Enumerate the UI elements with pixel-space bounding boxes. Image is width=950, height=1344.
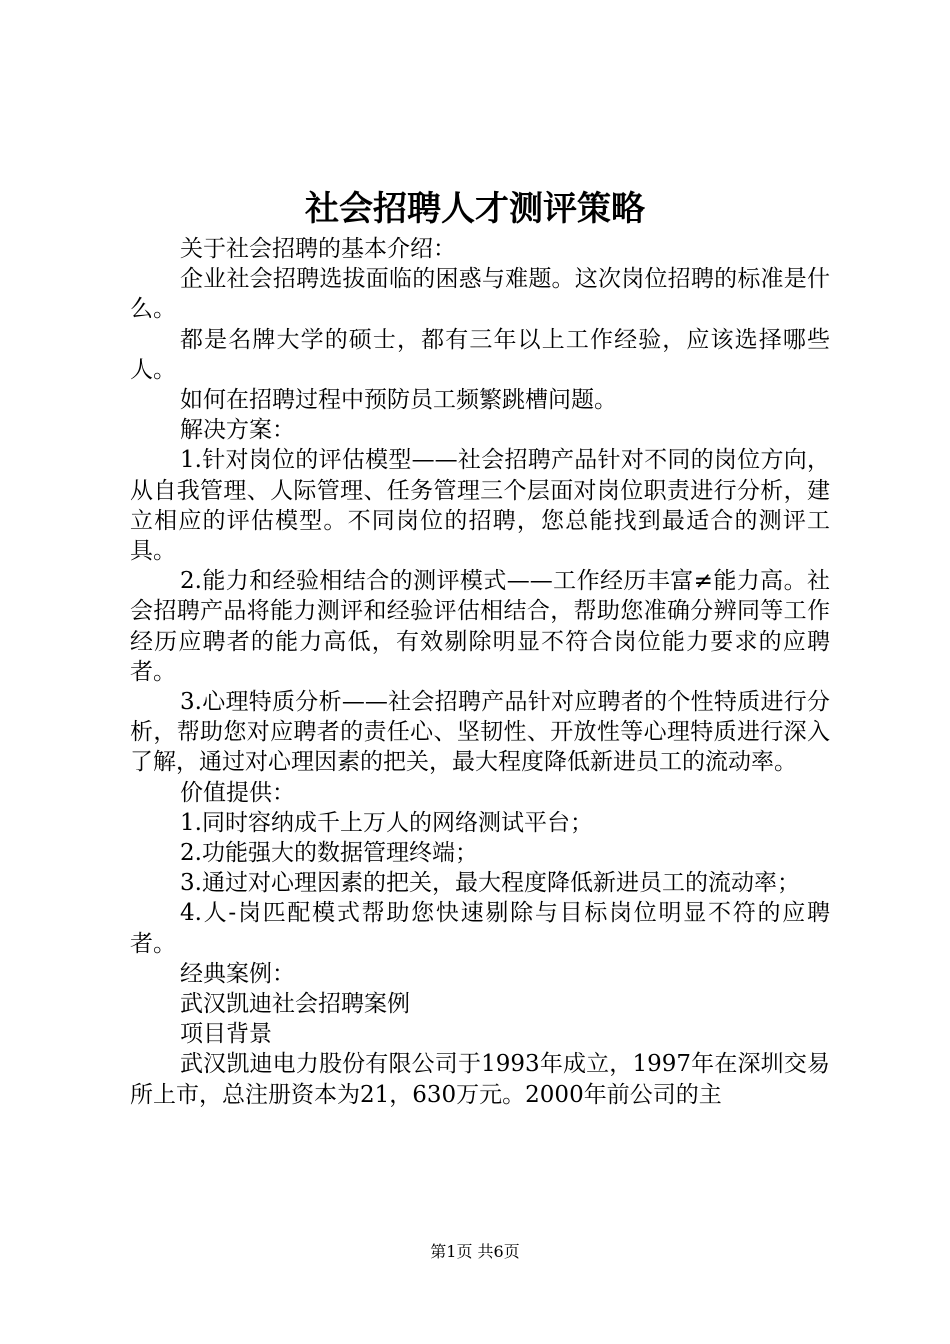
paragraph: 价值提供： (180, 779, 295, 806)
paragraph: 经典案例： (180, 960, 295, 987)
document-body (130, 234, 830, 1110)
page-title: 社会招聘人才测评策略 (305, 189, 645, 229)
paragraph: 1.同时容纳成千上万人的网络测试平台； (180, 809, 593, 836)
paragraph: 武汉凯迪社会招聘案例 (180, 991, 410, 1018)
paragraph: 3.通过对心理因素的把关，最大程度降低新进员工的流动率； (180, 870, 800, 897)
paragraph: 企业社会招聘选拔面临的困惑与难题。这次岗位招聘的标准是什么。 (130, 266, 830, 323)
paragraph: 2.能力和经验相结合的测评模式——工作经历丰富≠能力高。社会招聘产品将能力测评和经验评估相结合，帮助您准确分辨同等工作经历应聘者的能力高低，有效剔除明显不符合岗位能力要求的应聘者。 (130, 568, 830, 685)
paragraph: 武汉凯迪电力股份有限公司于1993年成立，1997年在深圳交易所上市，总注册资本为21，630万元。2000年前公司的主 (130, 1051, 830, 1108)
paragraph: 解决方案： (180, 417, 295, 444)
paragraph: 都是名牌大学的硕士，都有三年以上工作经验，应该选择哪些人。 (130, 326, 830, 383)
paragraph: 3.心理特质分析——社会招聘产品针对应聘者的个性特质进行分析，帮助您对应聘者的责任心、坚韧性、开放性等心理特质进行深入了解，通过对心理因素的把关，最大程度降低新进员工的流动率。 (130, 689, 830, 776)
paragraph: 4.人-岗匹配模式帮助您快速剔除与目标岗位明显不符的应聘者。 (130, 900, 830, 957)
paragraph: 1.针对岗位的评估模型——社会招聘产品针对不同的岗位方向，从自我管理、人际管理、任务管理三个层面对岗位职责进行分析，建立相应的评估模型。不同岗位的招聘，您总能找到最适合的测评工具。 (130, 447, 830, 565)
paragraph: 如何在招聘过程中预防员工频繁跳槽问题。 (180, 387, 617, 414)
paragraph: 项目背景 (180, 1021, 272, 1048)
paragraph: 2.功能强大的数据管理终端； (180, 840, 478, 867)
page-footer: 第1页 共6页 (430, 1242, 520, 1261)
paragraph: 关于社会招聘的基本介绍： (180, 236, 456, 262)
